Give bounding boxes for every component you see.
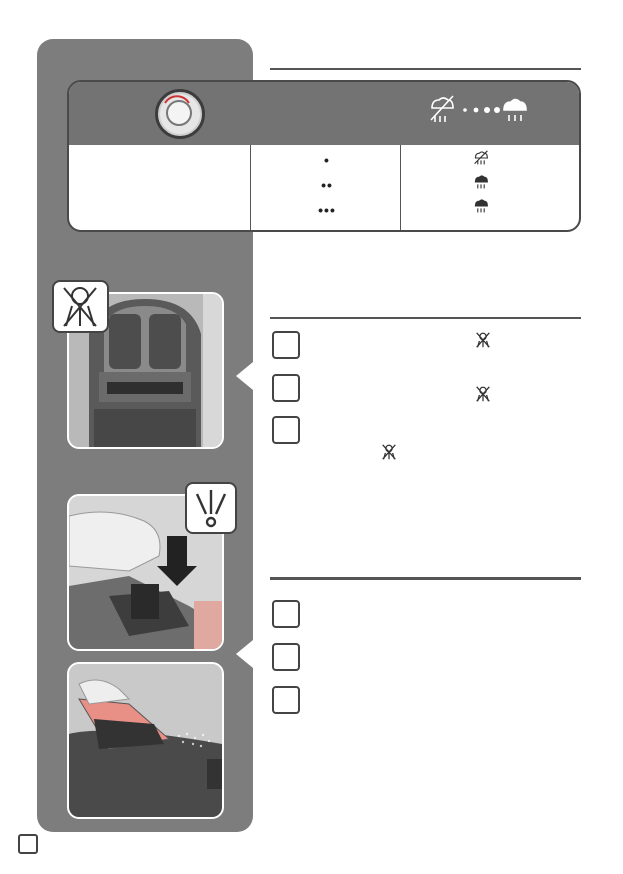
- figure-pointer-1: [236, 362, 253, 390]
- dot-level-2: ••: [321, 177, 333, 193]
- anti-drip-off-icon: [474, 385, 492, 403]
- step-number-box-4: [272, 600, 300, 628]
- anti-drip-off-badge: [52, 280, 109, 333]
- steam-cloud-icon: [473, 174, 489, 190]
- dot-level-3: •••: [318, 202, 336, 218]
- no-steam-icon: [473, 150, 489, 166]
- heading-rule-section-2: [270, 577, 581, 580]
- steam-dial-icon: [155, 89, 205, 139]
- table-divider-2: [400, 145, 401, 232]
- steam-scale-icon: [429, 94, 529, 130]
- anti-drip-off-icon: [380, 443, 398, 461]
- spray-badge: [185, 482, 237, 534]
- no-steam-icon: [431, 96, 453, 122]
- step-number-box-2: [272, 374, 300, 402]
- table-header: [69, 82, 579, 145]
- step-number-box-6: [272, 686, 300, 714]
- steam-settings-table: [67, 80, 581, 232]
- steam-cloud-icon: [504, 100, 526, 122]
- dot-level-1: •: [324, 152, 330, 168]
- page-number-box: [18, 834, 38, 854]
- heading-rule-top: [270, 68, 581, 70]
- figure-ironing-photo: [67, 662, 224, 819]
- steam-cloud-icon: [473, 198, 489, 214]
- figure-pointer-2: [236, 640, 253, 668]
- step-number-box-3: [272, 416, 300, 444]
- step-number-box-1: [272, 331, 300, 359]
- anti-drip-off-icon: [54, 282, 107, 331]
- heading-rule-section-1: [270, 317, 581, 319]
- table-divider-1: [250, 145, 251, 232]
- anti-drip-off-icon: [474, 331, 492, 349]
- spray-icon: [187, 484, 235, 532]
- step-number-box-5: [272, 643, 300, 671]
